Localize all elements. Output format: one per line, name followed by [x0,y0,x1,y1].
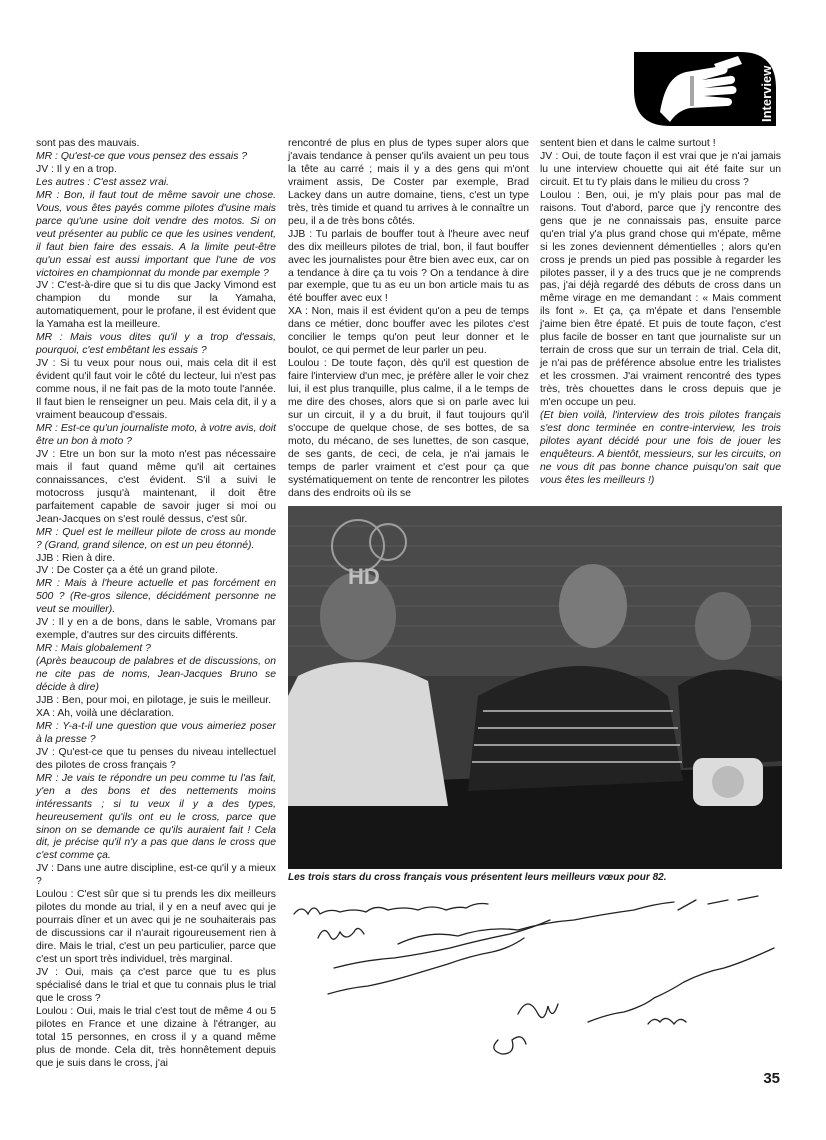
paragraph: JV : Oui, de toute façon il est vrai que je n'ai jamais lu une interview chouette qui ait été faite sur un circuit. Et tu t'y plais dans le milieu du cross ? [540,150,781,188]
article-column-1 [36,138,276,1071]
paragraph: MR : Mais à l'heure actuelle et pas forcément en 500 ? (Re-gros silence, décidément personne ne veut se mouiller). [36,578,276,616]
paragraph: MR : Est-ce qu'un journaliste moto, à votre avis, doit être un bon à moto ? [36,422,276,447]
paragraph: sentent bien et dans le calme surtout ! [540,138,716,149]
paragraph: XA : Ah, voilà une déclaration. [36,707,175,719]
page-number: 35 [763,1070,780,1087]
paragraph: JJB : Tu parlais de bouffer tout à l'heure avec neuf des dix meilleurs pilotes de trial, bon, il faut bouffer avec les journalistes pour être bien avec eux, car on a tendance à dire ça tu vois ? On a tendance à dire par exemple, que tu as eu un bon article mais tu as été bouffer avec eux ! [288,228,529,305]
interview-badge [630,50,780,128]
paragraph: JV : Dans une autre discipline, est-ce qu'il y a mieux ? [36,863,276,888]
paragraph: JV : Si tu veux pour nous oui, mais cela dit il est évident qu'il faut voir le côté du lecteur, lui n'est pas comme nous, il ne fait pas de la moto toute l'année. Il faut bien le renseigner un peu. Mais cela dit, il y a vraiment beaucoup d'essais. [36,358,276,422]
paragraph: JV : De Coster ça a été un grand pilote. [36,565,218,577]
handwritten-autographs [288,890,788,1110]
article-column-2 [288,138,529,501]
hand-with-spark-plug-icon [630,50,780,128]
watermark-text: HD [348,564,380,589]
paragraph: Les autres : C'est assez vrai. [36,176,170,188]
paragraph: Loulou : De toute façon, dès qu'il est question de faire l'interview d'un mec, je préfère aller le voir chez lui, il est plus tranquille, plus calme, il a le temps de me dire des choses, alors que si on parle avec lui sur un circuit, il y a du bruit, il faut toujours qu'il s'occupe de quelque chose, de ses bottes, de sa moto, du mécano, de ses lunettes, de son casque, de ses gants, de ceci, de cela, je n'ai jamais le temps de parler vraiment et c'est pour ça que systématiquement on tente de rencontrer les pilotes dans des endroits où ils se [288,358,529,499]
paragraph: MR : Mais globalement ? [36,643,151,655]
paragraph: rencontré de plus en plus de types super alors que j'avais tendance à penser qu'ils avaient un peu tous la tête au carré ; mais il y a des gens qui m'ont vraiment assis, De Coster par exemple, Brad Lackey dans un autre domaine, tiens, c'est un type très, très timide et quand tu arrives à le connaître un peu, il a de très bons côtés. [288,138,529,227]
paragraph: JV : C'est-à-dire que si tu dis que Jacky Vimond est champion du monde sur la Yamaha, automatiquement, pour le profane, il est évident que la Yamaha est la meilleure. [36,280,276,331]
paragraph: JV : Oui, mais ça c'est parce que tu es plus spécialisé dans le trial et que tu connais plus le trial que le cross ? [36,967,276,1004]
paragraph: MR : Bon, il faut tout de même savoir une chose. Vous, vous êtes payés comme pilotes d'usine mais parce qu'une usine doit vendre des motos. Si on veut présenter au public ce que les usines vendent, il faut bien faire des essais. A la limite peut-être qu'un essai est aussi important que l'une de vos victoires en championnat du monde par exemple ? [36,189,276,279]
paragraph: Loulou : Oui, mais le trial c'est tout de même 4 ou 5 pilotes en France et une dizaine à l'étranger, au total 15 personnes, en cross il y a quand même plus de monde. Cela dit, très honnêtement depuis que je suis dans le cross, j'ai [36,1005,276,1069]
article-column-3 [540,138,781,488]
paragraph: Loulou : Ben, oui, je m'y plais pour pas mal de raisons. Tout d'abord, parce que j'y rencontre des gens que je ne connaissais pas, ensuite parce qu'en trial y'a plus grand chose qui m'épate, même si les zones deviennent démentielles ; alors qu'en cross je prends un pied pas possible à regarder les pilotes passer, il y a des trucs que je ne comprends pas, j'ai déjà regardé des débuts de cross dans un même virage en me demandant : « Mais comment ils font ». Et ça, ça m'épate et dans l'ensemble j'aime bien être épaté. Et puis de toute façon, c'est plus facile de bosser en tant que journaliste sur un terrain de cross que sur un terrain de trial. Cela dit, je n'ai pas de préférence absolue entre les trialistes et les crossmen. J'ai vraiment rencontré des types très, très chouettes dans le cross depuis que je m'en occupe un peu. [540,189,781,409]
paragraph: JV : Etre un bon sur la moto n'est pas nécessaire mais il faut quand même qu'il ait certaines connaissances, c'est évident. S'il a suivi le motocross jusqu'à maintenant, il doit être parfaitement capable de savoir juger si moi ou Jean-Jacques on s'est roulé dessus, c'est sûr. [36,448,276,525]
paragraph: JJB : Ben, pour moi, en pilotage, je suis le meilleur. [36,694,272,706]
paragraph: MR : Y-a-t-il une question que vous aimeriez poser à la presse ? [36,720,276,745]
paragraph: JV : Il y en a de bons, dans le sable, Vromans par exemple, d'autres sur des circuits différents. [36,617,276,642]
paragraph: JJB : Rien à dire. [36,552,116,564]
paragraph: MR : Qu'est-ce que vous pensez des essais ? [36,150,248,162]
paragraph: JV : Qu'est-ce que tu penses du niveau intellectuel des pilotes de cross français ? [36,746,276,771]
paragraph: (Et bien voilà, l'interview des trois pilotes français s'est donc terminée en contre-interview, les trois pilotes ayant décidé pour une fois de jouer les enquêteurs. A bientôt, messieurs, sur les circuits, on ne vous dit pas bonne chance puisqu'on sait que vous êtes les meilleurs !) [540,410,781,486]
paragraph: MR : Je vais te répondre un peu comme tu l'as fait, y'en a des bons et des nettements moins intéressants ; si tu veux il y a des types, heureusement qu'ils ont eu le cross, parce que sinon on se demande ce qu'ils auraient fait ! Cela dit, je précise qu'il n'y a pas que dans le cross que c'est comme ça. [36,772,276,862]
paragraph: JV : Il y en a trop. [36,163,117,175]
paragraph: (Après beaucoup de palabres et de discussions, on ne cite pas de noms, Jean-Jacques Bruno se décide à dire) [36,656,276,694]
paragraph: XA : Non, mais il est évident qu'on a peu de temps dans ce métier, donc bouffer avec les pilotes c'est concilier le temps qu'on peut leur donner et le boulot, ce qui permet de leur parler un peu. [288,306,529,357]
paragraph: MR : Quel est le meilleur pilote de cross au monde ? (Grand, grand silence, on est un peu étonné). [36,526,276,551]
paragraph: sont pas des mauvais. [36,138,140,149]
pilots-photo [288,506,782,869]
paragraph: Loulou : C'est sûr que si tu prends les dix meilleurs pilotes du monde au trial, il y en a neuf avec qui je pourrais dîner et un avec qui je ne souhaiterais pas de discussions car il n'aurait rigoureusement rien à dire. Mais le trial, c'est un peu particulier, parce que c'est un sport très individuel, très marginal. [36,889,276,966]
paragraph: MR : Mais vous dites qu'il y a trop d'essais, pourquoi, c'est embêtant les essais ? [36,332,276,357]
photo-caption: Les trois stars du cross français vous présentent leurs meilleurs vœux pour 82. [288,872,667,883]
signatures-image [288,890,788,1110]
badge-label: Interview [759,65,774,122]
